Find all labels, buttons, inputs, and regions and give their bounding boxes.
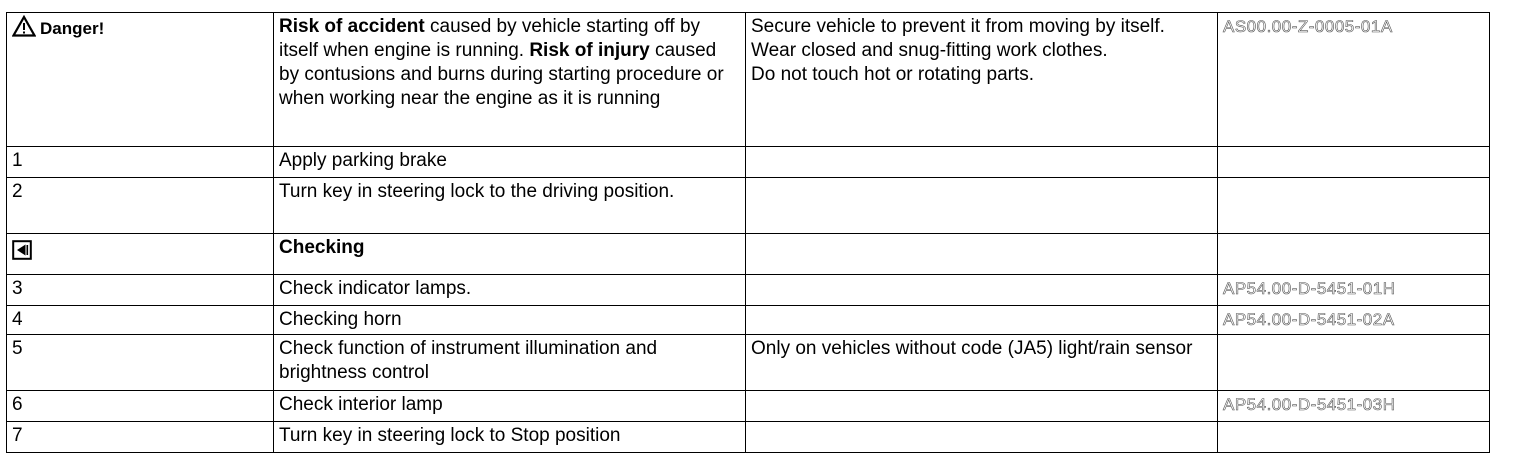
section-row: [7, 234, 1490, 275]
document-ref-link[interactable]: AP54.00-D-5451-02A: [1223, 310, 1395, 329]
danger-cell: [7, 13, 274, 147]
section-icon-cell: [7, 234, 274, 275]
step-note: [746, 275, 1218, 306]
section-title: Checking: [274, 234, 746, 275]
step-text: Check indicator lamps.: [274, 275, 746, 306]
document-ref-link[interactable]: AP54.00-D-5451-01H: [1223, 279, 1396, 298]
step-text: Checking horn: [274, 306, 746, 335]
measure-item: Do not touch hot or rotating parts.: [751, 64, 1035, 85]
danger-ref: [1218, 13, 1490, 147]
step-ref: [1218, 306, 1490, 335]
step-ref: [1218, 391, 1490, 422]
step-row: [7, 275, 1490, 306]
step-note: [746, 422, 1218, 453]
document-ref-link[interactable]: AP54.00-D-5451-03H: [1223, 395, 1396, 414]
step-row: [7, 335, 1490, 391]
step-number: 2: [7, 178, 274, 234]
step-text: Check interior lamp: [274, 391, 746, 422]
step-number: 4: [7, 306, 274, 335]
step-ref: [1218, 275, 1490, 306]
measure-item: Wear closed and snug-fitting work clothes.: [751, 40, 1108, 61]
danger-label: Danger!: [40, 19, 105, 38]
danger-risk-text: [274, 13, 746, 147]
step-note: [746, 234, 1218, 275]
step-ref: [1218, 422, 1490, 453]
step-ref: [1218, 335, 1490, 391]
risk-injury-text: caused by contusions and burns during starting procedure or when working near the engine as it is running: [279, 40, 724, 109]
step-number: 1: [7, 147, 274, 178]
step-text: Apply parking brake: [274, 147, 746, 178]
step-note: [746, 391, 1218, 422]
step-ref: [1218, 147, 1490, 178]
danger-row: [7, 13, 1490, 147]
step-note: [746, 147, 1218, 178]
step-row: [7, 422, 1490, 453]
document-ref-link[interactable]: AS00.00-Z-0005-01A: [1223, 17, 1393, 36]
step-text: Check function of instrument illumination and brightness control: [274, 335, 746, 391]
measure-item: Secure vehicle to prevent it from moving by itself.: [751, 16, 1165, 37]
warning-triangle-icon: [12, 15, 36, 44]
step-note: [746, 178, 1218, 234]
risk-accident-text: caused by vehicle starting off by itself when engine is running.: [279, 16, 701, 61]
step-row: [7, 306, 1490, 335]
procedure-table: [6, 12, 1490, 453]
step-number: 3: [7, 275, 274, 306]
risk-injury-label: Risk of injury: [529, 40, 650, 61]
step-number: 7: [7, 422, 274, 453]
step-text: Turn key in steering lock to Stop position: [274, 422, 746, 453]
step-note: [746, 306, 1218, 335]
step-row: [7, 147, 1490, 178]
step-number: 6: [7, 391, 274, 422]
step-ref: [1218, 234, 1490, 275]
step-row: [7, 178, 1490, 234]
risk-accident-label: Risk of accident: [279, 16, 425, 37]
danger-measures: [746, 13, 1218, 147]
step-row: [7, 391, 1490, 422]
step-ref: [1218, 178, 1490, 234]
step-note: Only on vehicles without code (JA5) light/rain sensor: [746, 335, 1218, 391]
check-arrow-icon: [12, 240, 32, 267]
step-number: 5: [7, 335, 274, 391]
step-text: Turn key in steering lock to the driving position.: [274, 178, 746, 234]
